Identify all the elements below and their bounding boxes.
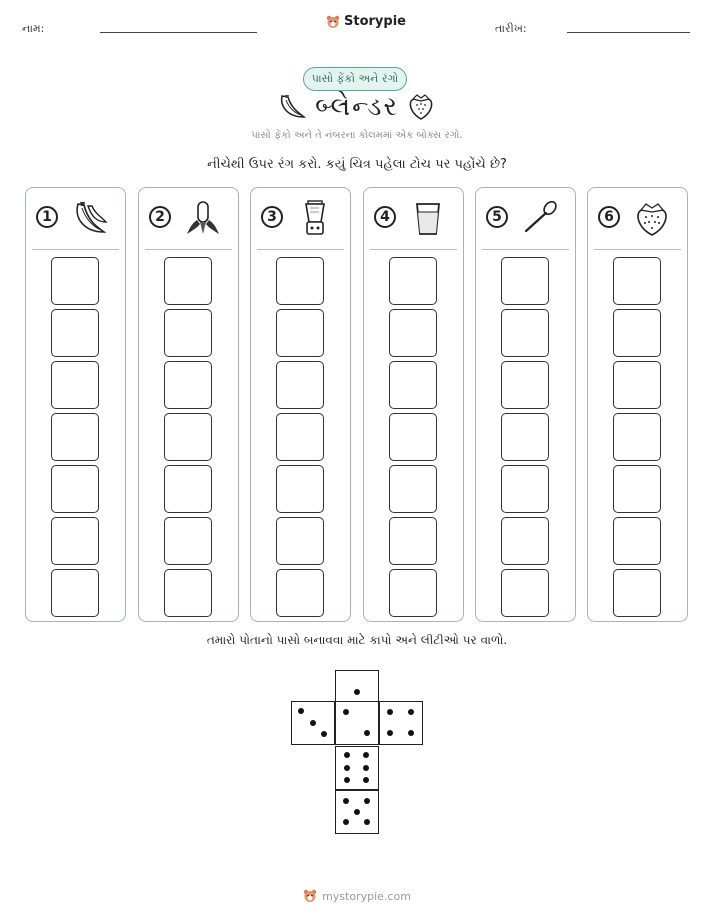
glass-icon [408,198,448,238]
color-box[interactable] [276,361,324,409]
die-pip [363,752,369,758]
column-header [476,188,575,248]
die-pip [364,798,370,804]
die-pip [363,777,369,783]
die-pip [344,752,350,758]
blender-icon [295,198,335,238]
die-pip [363,765,369,771]
footer-url: mystorypie.com [322,889,411,903]
color-box[interactable] [164,361,212,409]
die-pip [343,819,349,825]
die-pip [344,765,350,771]
color-box[interactable] [501,361,549,409]
bear-logo-icon [326,15,340,29]
column-header [139,188,238,248]
column-1 [25,187,126,622]
column-5 [475,187,576,622]
instruction-subtitle: પાસો ફેંકો અને તે નંબરના કોલમમાં એક બોક્સ રંગો. [251,130,463,141]
column-number: 6 [598,206,620,228]
column-3 [250,187,351,622]
color-box[interactable] [613,569,661,617]
question-text: નીચેથી ઉપર રંગ કરો. કયું ચિત્ર પહેલા ટોચ પર પહોંચે છે? [207,157,507,172]
die-face-6 [335,746,379,790]
column-2 [138,187,239,622]
strawberry-icon [632,198,672,238]
die-face-4 [379,701,423,745]
die-pip [298,708,304,714]
column-divider [257,249,344,250]
die-pip [408,709,414,715]
color-box[interactable] [164,309,212,357]
strawberry-title-icon [406,90,436,122]
color-box[interactable] [501,569,549,617]
color-box[interactable] [276,517,324,565]
color-box[interactable] [613,413,661,461]
spoon-icon [520,198,560,238]
color-box[interactable] [389,361,437,409]
color-box[interactable] [276,309,324,357]
column-number: 4 [374,206,396,228]
color-box[interactable] [164,413,212,461]
column-divider [32,249,119,250]
column-divider [145,249,232,250]
brand-name: Storypie [344,14,406,29]
column-divider [482,249,569,250]
color-box[interactable] [389,569,437,617]
footer [0,889,714,903]
die-pip [343,798,349,804]
color-box[interactable] [51,257,99,305]
color-box[interactable] [164,569,212,617]
color-box[interactable] [501,413,549,461]
column-4 [363,187,464,622]
die-pip [354,809,360,815]
column-number: 3 [261,206,283,228]
color-box[interactable] [613,361,661,409]
peeled-banana-icon [183,198,223,238]
color-box[interactable] [276,413,324,461]
date-label: તારીખ: [495,22,527,35]
column-divider [594,249,681,250]
color-box[interactable] [613,465,661,513]
color-box[interactable] [51,569,99,617]
die-pip [344,777,350,783]
color-box[interactable] [51,517,99,565]
date-line [567,32,690,33]
column-header [251,188,350,248]
color-box[interactable] [164,257,212,305]
page-title: બ્લેન્ડર [315,92,399,122]
column-header [364,188,463,248]
column-header [26,188,125,248]
color-box[interactable] [51,465,99,513]
column-number: 5 [486,206,508,228]
cut-instruction: તમારો પોતાનો પાસો બનાવવા માટે કાપો અને લીટીઓ પર વાળો. [206,633,508,647]
color-box[interactable] [613,309,661,357]
color-box[interactable] [276,257,324,305]
color-box[interactable] [389,257,437,305]
column-number: 1 [36,206,58,228]
column-number: 2 [149,206,171,228]
color-box[interactable] [389,517,437,565]
die-pip [354,689,360,695]
die-pip [364,819,370,825]
name-line [100,32,257,33]
die-pip [408,730,414,736]
color-box[interactable] [501,309,549,357]
color-box[interactable] [389,309,437,357]
name-label: નામ: [22,22,45,35]
die-pip [387,709,393,715]
color-box[interactable] [501,517,549,565]
die-face-2 [335,701,379,745]
color-box[interactable] [613,257,661,305]
die-pip [321,731,327,737]
die-pip [343,709,349,715]
die-face-5 [335,790,379,834]
die-pip [387,730,393,736]
column-divider [370,249,457,250]
color-box[interactable] [164,517,212,565]
die-pip [364,730,370,736]
die-pip [310,720,316,726]
color-box[interactable] [613,517,661,565]
color-box[interactable] [389,465,437,513]
color-box[interactable] [51,361,99,409]
column-header [588,188,687,248]
banana-icon [70,198,110,238]
color-box[interactable] [501,465,549,513]
bear-footer-icon [303,889,317,903]
column-6 [587,187,688,622]
color-box[interactable] [164,465,212,513]
color-box[interactable] [501,257,549,305]
activity-badge: પાસો ફેંકો અને રંગો [303,67,407,91]
color-box[interactable] [276,569,324,617]
color-box[interactable] [276,465,324,513]
die-face-3 [291,701,335,745]
color-box[interactable] [51,309,99,357]
brand-logo [326,14,406,29]
color-box[interactable] [389,413,437,461]
color-box[interactable] [51,413,99,461]
